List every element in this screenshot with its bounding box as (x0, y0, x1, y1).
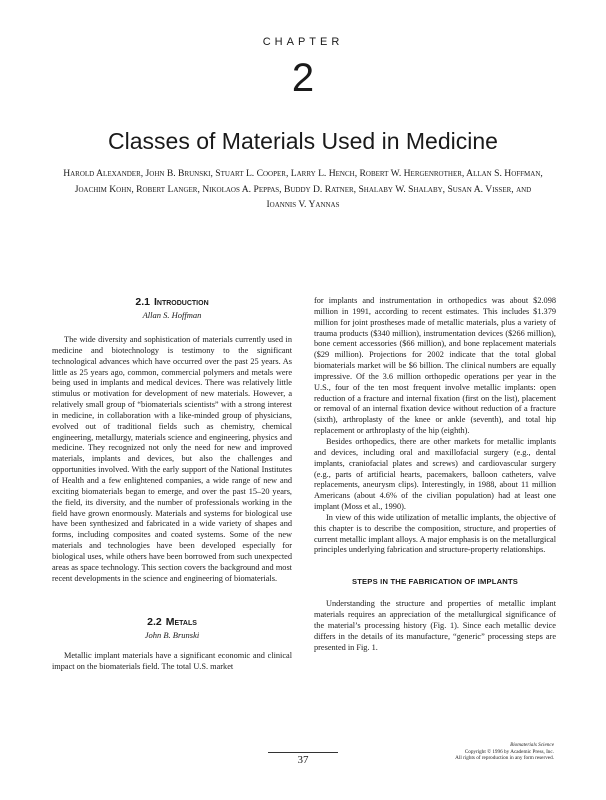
body-paragraph: In view of this wide utilization of metallic implants, the objective of this chapter is to describe the composition, structure, and properties of current metallic implant alloys. A major emphasis is on the metallurgical principles underlying fabrication and structure-property relationships. (314, 512, 556, 555)
section-title: Metals (165, 616, 197, 629)
section-title: Introduction (153, 296, 209, 308)
copyright-line: Copyright © 1996 by Academic Press, Inc. (464, 748, 554, 755)
section-author: John B. Brunski (144, 630, 200, 641)
chapter-title: Classes of Materials Used in Medicine (108, 128, 498, 154)
body-paragraph: Besides orthopedics, there are other markets for metallic implants and devices, including oral and maxillofacial surgery (e.g., dental implants, craniofacial plates and screws) and cardiovascular surgery (e.g., parts of artificial hearts, pacemakers, balloon catheters, valve replacements, aneurysm clips). Interestingly, in 1988, about 11 million Americans (about 4.6% of the civilian population) had at least one implant (Moss et al., 1990). (314, 436, 556, 512)
section-heading-introduction (52, 296, 292, 309)
journal-name: Biomaterials Science (510, 742, 554, 748)
left-column (52, 296, 292, 673)
spacer (314, 587, 556, 599)
right-column (314, 296, 556, 653)
copyright-notice (354, 742, 554, 762)
section-number: 2.2 (147, 616, 162, 629)
body-paragraph: Metallic implant materials have a significant economic and clinical impact on the biomaterials field. The total U.S. market (52, 651, 292, 672)
spacer (52, 321, 292, 335)
body-paragraph: The wide diversity and sophistication of materials currently used in medicine and biotechnology is testimony to the significant technological advances which have occurred over the past 25 years. As little as 25 years ago, common, commercial polymers and metals were being used in implants and medical devices. There was relatively little stimulus or motivation for development of new materials. However, a relatively small group of “biomaterials scientists” with a strong interest in medicine, in collaboration with a like-minded group of physicians, evolved out of traditional fields such as chemistry, chemical engineering, metallurgy, materials science and engineering, physics and medicine. They recognized not only the need for new and improved materials, implants and devices, but also the challenges and opportunities involved. With the early support of the National Institutes of Health and a few enlightened companies, a wide range of new and exciting biomaterials began to emerge, and over the past 15–20 years, the field, its diversity, and the number of professionals working in the field have grown enormously. Materials and systems for biological use have been synthesized and fabricated in a wide variety of shapes and forms, including composites and coated systems. Some of the new materials and technologies have been developed especially for biological uses, while others have been borrowed from such unexpected areas as space technology. This section covers the background and most recent developments in the science and engineering of biomaterials. (52, 335, 292, 583)
page-number: 37 (297, 754, 309, 766)
spacer (52, 584, 292, 616)
body-paragraph: Understanding the structure and properties of metallic implant materials requires an appreciation of the metallurgical significance of the material’s processing history (Fig. 1). Since each metallic device differs in the details of its manufacture, “generic” processing steps are presented in Fig. 1. (314, 599, 556, 652)
subsection-heading: STEPS IN THE FABRICATION OF IMPLANTS (351, 577, 519, 587)
chapter-label: CHAPTER (262, 36, 344, 48)
section-number: 2.1 (135, 296, 150, 308)
author-list: Harold Alexander, John B. Brunski, Stuart L. Cooper, Larry L. Hench, Robert W. Hergenrother, Allan S. Hoffman, Joachim Kohn, Robert Langer, Nikolaos A. Peppas, Buddy D. Ratner, Shalaby W. Shalaby, Susan A. Visser, and Ioannis V. Yannas (63, 168, 543, 210)
spacer (52, 641, 292, 651)
body-paragraph: for implants and instrumentation in orthopedics was about $2.098 million in 1991, according to recent estimates. This includes $1.379 million for joint prostheses made of metallic materials, plus a variety of trauma products ($340 million), instrumentation devices ($266 million), bone cement accessories ($66 million), and bone replacement materials ($29 million). Projections for 2002 indicate that the total global biomaterials market will be $6 billion. The clinical numbers are equally impressive. Of the 3.6 million orthopedic operations per year in the U.S., four of the ten most frequent involve metallic implants: open reduction of a fracture and internal fixation (first on the list), placement or removal of an internal fixation device without reduction of a fracture (sixth), arthroplasty of the knee or ankle (seventh), and total hip replacement or arthroplasty of the hip (eighth). (314, 296, 556, 436)
rights-line: All rights of reproduction in any form reserved. (455, 755, 554, 761)
chapter-number: 2 (291, 56, 315, 100)
section-heading-metals (52, 616, 292, 629)
spacer (314, 556, 556, 576)
section-author: Allan S. Hoffman (142, 310, 202, 320)
